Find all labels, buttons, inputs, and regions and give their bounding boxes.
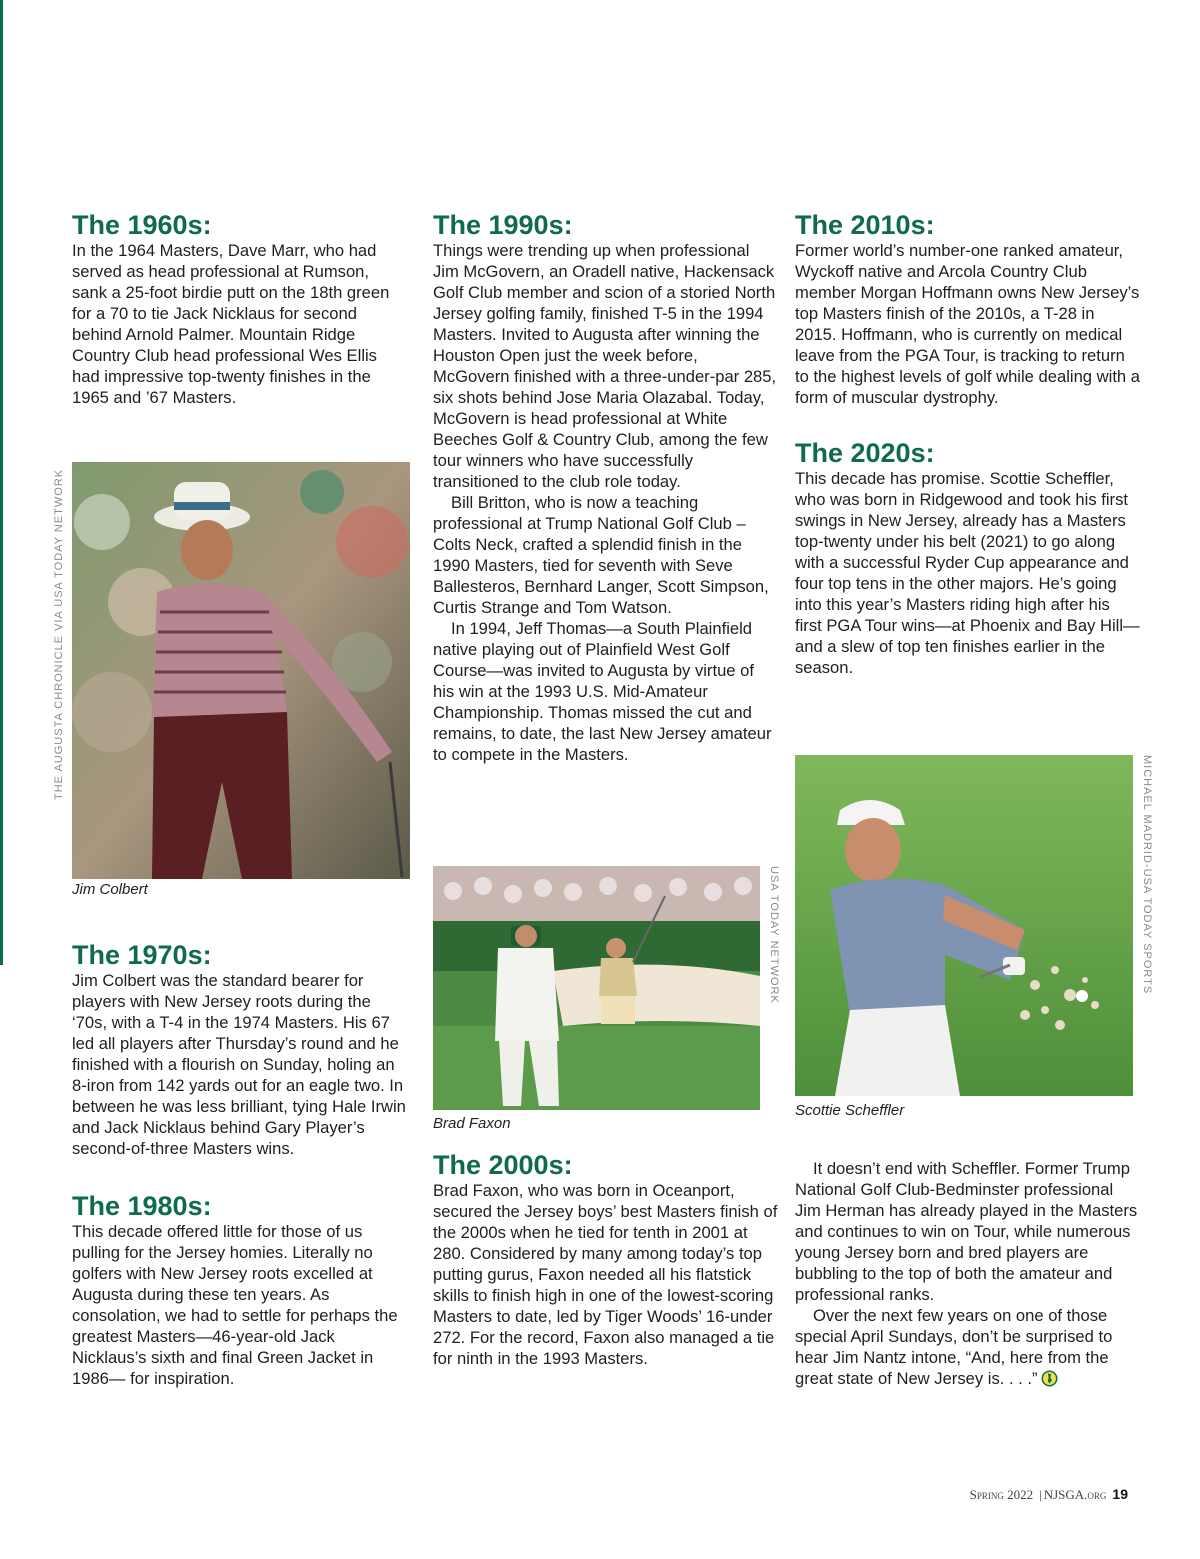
paragraph-1990s-1: Things were trending up when professional Jim McGovern, an Oradell native, Hackensack Golf Club member and scion of a storied North Jersey golfing family, finished T-5 in the 1994 Masters. Invited to Augusta after winning the Houston Open just the week before, McGovern finished with a three-under-par 285, six shots behind Jose Maria Olazabal. Today, McGovern is head professional at White Beeches Golf & Country Club, among the few tour winners who have successfully transitioned to the club role today. <box>433 241 777 491</box>
photo-scottie-scheffler <box>795 755 1133 1096</box>
section-2010s <box>795 210 1140 408</box>
heading-2000s: The 2000s: <box>433 1150 573 1180</box>
credit-brad-faxon: USA TODAY NETWORK <box>768 866 780 1004</box>
page-footer <box>970 1486 1128 1503</box>
heading-1960s: The 1960s: <box>72 210 212 240</box>
closing-text: Over the next few years on one of those special April Sundays, don’t be surprised to hear Jim Nantz intone, “And, here from the great state of New Jersey is. . . .” <box>795 1306 1113 1388</box>
footer-page-number: 19 <box>1112 1486 1128 1502</box>
section-1980s <box>72 1191 408 1389</box>
paragraph-2000s: Brad Faxon, who was born in Oceanport, secured the Jersey boys’ best Masters finish of the 2000s when he tied for tenth in 2001 at 280. Considered by many among today’s top putting gurus, Faxon needed all his flatstick skills to finish high in one of the lowest-scoring Masters to date, led by Tiger Woods’ 16-under 272. For the record, Faxon also managed a tie for ninth in the 1993 Masters. <box>433 1181 778 1368</box>
photo-brad-faxon <box>433 866 760 1110</box>
heading-1980s: The 1980s: <box>72 1191 212 1221</box>
section-2000s <box>433 1150 778 1369</box>
njsga-end-mark-icon <box>1041 1370 1058 1387</box>
paragraph-closing-1: It doesn’t end with Scheffler. Former Trump National Golf Club-Bedminster professional Jim Herman has already played in the Masters and continues to win on Tour, while numerous young Jersey born and bred players are bubbling to the top of both the amateur and professional ranks. <box>795 1159 1138 1304</box>
golfer-photo-icon <box>795 755 1133 1096</box>
footer-separator: | <box>1039 1487 1042 1502</box>
column-middle <box>433 210 778 765</box>
section-1970s <box>72 940 408 1159</box>
credit-scottie-scheffler: MICHAEL MADRID-USA TODAY SPORTS <box>1141 755 1153 995</box>
page-edge-accent <box>0 0 3 965</box>
credit-jim-colbert: THE AUGUSTA CHRONICLE VIA USA TODAY NETWORK <box>53 468 65 800</box>
section-1990s <box>433 210 778 765</box>
section-closing <box>795 1158 1140 1389</box>
heading-2020s: The 2020s: <box>795 438 935 468</box>
photo-jim-colbert <box>72 462 410 879</box>
paragraph-1980s: This decade offered little for those of us pulling for the Jersey homies. Literally no golfers with New Jersey roots excelled at Augusta during these ten years. As consolation, we had to settle for perhaps the greatest Masters—46-year-old Jack Nicklaus’s sixth and final Green Jacket in 1986— for inspiration. <box>72 1222 398 1388</box>
footer-site: NJSGA.org <box>1043 1487 1107 1502</box>
column-right-lower <box>795 1158 1140 1389</box>
paragraph-1960s: In the 1964 Masters, Dave Marr, who had served as head professional at Rumson, sank a 25-foot birdie putt on the 18th green for a 70 to tie Jack Nicklaus for second behind Arnold Palmer. Mountain Ridge Country Club head professional Wes Ellis had impressive top-twenty finishes in the 1965 and ’67 Masters. <box>72 241 390 407</box>
paragraph-2010s: Former world’s number-one ranked amateur, Wyckoff native and Arcola Country Club member Morgan Hoffmann owns New Jersey’s top Masters finish of the 2010s, a T-28 in 2015. Hoffmann, who is currently on medical leave from the PGA Tour, is tracking to return to the highest levels of golf while dealing with a form of muscular dystrophy. <box>795 241 1140 407</box>
paragraph-2020s: This decade has promise. Scottie Scheffler, who was born in Ridgewood and took his first swings in New Jersey, already has a Masters top-twenty under his belt (2021) to go along with a successful Ryder Cup appearance and four top tens in the other majors. He’s going into this year’s Masters riding high after his first PGA Tour wins—at Phoenix and Bay Hill—and a slew of top ten finishes earlier in the season. <box>795 469 1140 677</box>
paragraph-1970s: Jim Colbert was the standard bearer for players with New Jersey roots during the ‘70s, with a T-4 in the 1974 Masters. His 67 led all players after Thursday’s round and he finished with a flourish on Sunday, holing an 8-iron from 142 yards out for an eagle two. In between he was less brilliant, tying Hale Irwin and Jack Nicklaus behind Gary Player’s second-of-three Masters wins. <box>72 971 406 1158</box>
column-left-lower <box>72 940 408 1389</box>
column-left <box>72 210 408 408</box>
paragraph-closing-2 <box>795 1305 1140 1389</box>
caption-scottie-scheffler: Scottie Scheffler <box>795 1102 905 1119</box>
footer-issue: Spring 2022 <box>969 1487 1034 1502</box>
heading-1970s: The 1970s: <box>72 940 212 970</box>
section-2020s <box>795 438 1140 678</box>
caption-brad-faxon: Brad Faxon <box>433 1115 511 1132</box>
column-right <box>795 210 1140 678</box>
heading-1990s: The 1990s: <box>433 210 573 240</box>
golfer-photo-icon <box>72 462 410 879</box>
column-middle-lower <box>433 1150 778 1369</box>
golfer-photo-icon <box>433 866 760 1110</box>
heading-2010s: The 2010s: <box>795 210 935 240</box>
paragraph-1990s-3: In 1994, Jeff Thomas—a South Plainfield native playing out of Plainfield West Golf Course—was invited to Augusta by virtue of his win at the 1993 U.S. Mid-Amateur Championship. Thomas missed the cut and remains, to date, the last New Jersey amateur to compete in the Masters. <box>433 619 772 764</box>
caption-jim-colbert: Jim Colbert <box>72 881 148 898</box>
paragraph-1990s-2: Bill Britton, who is now a teaching professional at Trump National Golf Club – Colts Neck, crafted a splendid finish in the 1990 Masters, tied for seventh with Seve Ballesteros, Bernhard Langer, Scott Simpson, Curtis Strange and Tom Watson. <box>433 493 769 617</box>
section-1960s <box>72 210 408 408</box>
